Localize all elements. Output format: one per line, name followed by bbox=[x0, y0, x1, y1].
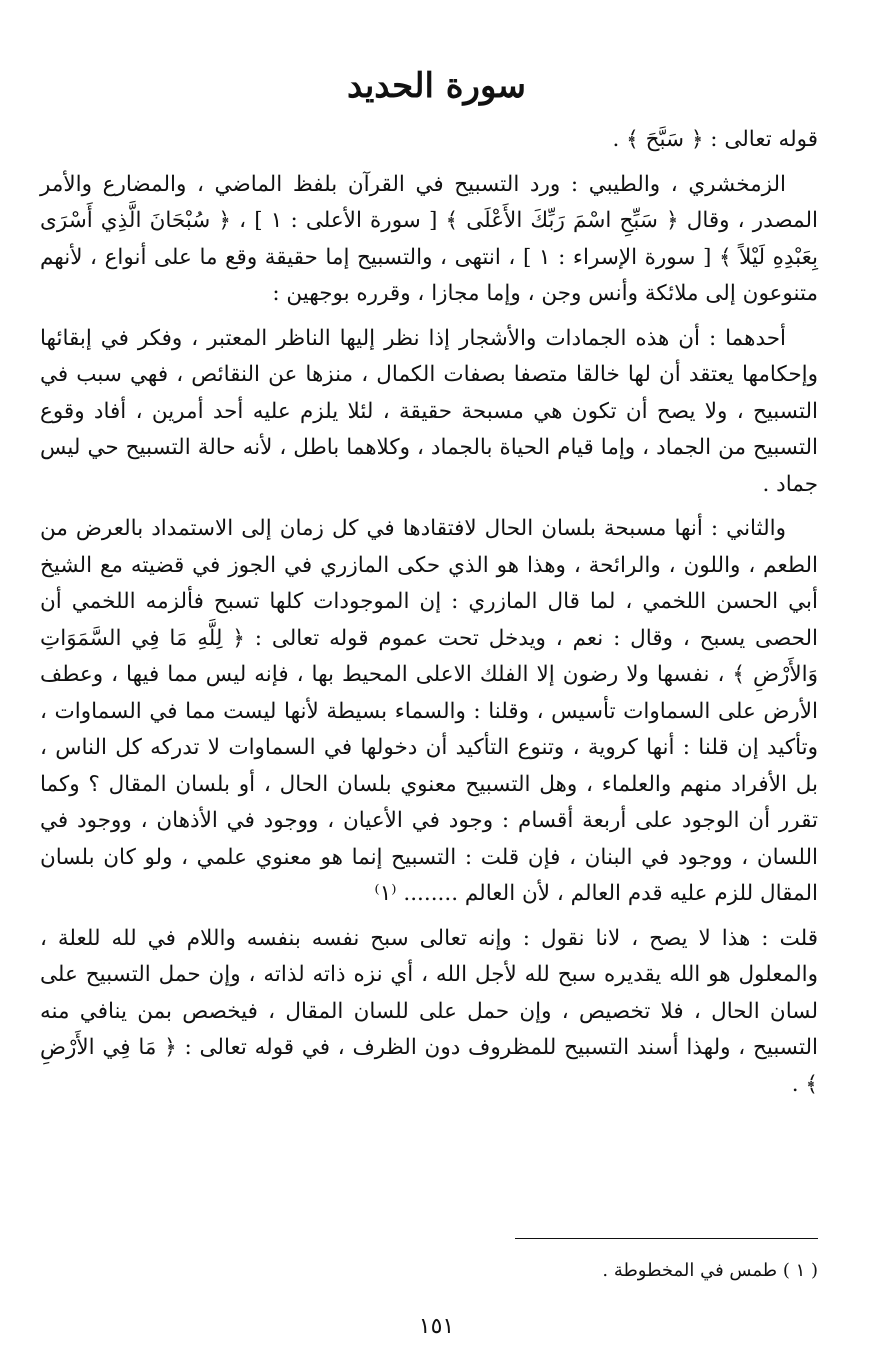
surah-title: سورة الحديد bbox=[346, 66, 527, 106]
footnote-divider bbox=[515, 1238, 818, 1239]
commentary-paragraph-first-aspect: أحدهما : أن هذه الجمادات والأشجار إذا نظر إليها الناظر المعتبر ، وفكر في إبقائها وإحكامها يعتقد أن لها خالقا متصفا بصفات الكمال ، منزها عن النقائص ، فهي سبب في التسبيح ، ولا يصح أن تكون هي مسبحة حقيقة ، لئلا يلزم عليه أحد أمرين ، أفاد وقوع التسبيح من الجماد ، وإما قيام الحياة بالجماد ، وكلاهما باطل ، لأنه حالة التسبيح حي ليس جماد . bbox=[40, 325, 818, 497]
footnote: ( ١ ) طمس في المخطوطة . bbox=[602, 1260, 818, 1281]
verse-quote-paragraph: قوله تعالى : ﴿ سَبَّحَ ﴾ . bbox=[612, 127, 818, 152]
commentary-paragraph-reply: قلت : هذا لا يصح ، لانا نقول : وإنه تعالى سبح نفسه بنفسه واللام في لله للعلة ، والمعلول هو الله يقديره سبح لله لأجل الله ، أي نزه ذاته لذاته ، وإن حمل التسبيح على لسان الحال ، فلا تخصيص ، وإن حمل على للسان المقال ، فيخصص بمن ينافي منه التسبيح ، ولهذا أسند التسبيح للمظروف دون الظرف ، في قوله تعالى : ﴿ مَا فِي الأَرْضِ ﴾ . bbox=[40, 925, 818, 1097]
page-number: ١٥١ bbox=[418, 1314, 455, 1339]
main-text bbox=[40, 122, 818, 1111]
commentary-paragraph-second-aspect: والثاني : أنها مسبحة بلسان الحال لافتقادها في كل زمان إلى الاستمداد بالعرض من الطعم ، واللون ، والرائحة ، وهذا هو الذي حكى المازري في الجوز في قضيته مع الشيخ أبي الحسن اللخمي ، لما قال المازري : إن الموجودات كلها تسبح فألزمه اللخمي أن الحصى يسبح ، وقال : نعم ، ويدخل تحت عموم قوله تعالى : ﴿ لِلَّهِ مَا فِي السَّمَوَاتِ وَالأَرْضِ ﴾ ، نفسها ولا رضون إلا الفلك الاعلى المحيط بها ، فإنه ليس مما فيها ، وعطف الأرض على السماوات تأسيس ، وقلنا : والسماء بسيطة لأنها ليست مما في السماوات ، وتأكيد إن قلنا : أنها كروية ، وتنوع التأكيد أن دخولها في السماوات لا تدركه كل الناس ، بل الأفراد منهم والعلماء ، وهل التسبيح معنوي بلسان الحال ، أو بلسان المقال ؟ وكما تقرر أن الوجود على أربعة أقسام : وجود في الأعيان ، ووجود في الأذهان ، ووجود في اللسان ، ووجود في البنان ، فإن قلت : التسبيح إنما هو معنوي علمي ، ولو كان بلسان المقال للزم عليه قدم العالم ، لأن العالم ........ ⁽١⁾ bbox=[40, 516, 818, 906]
commentary-paragraph-intro: الزمخشري ، والطيبي : ورد التسبيح في القرآن بلفظ الماضي ، والمضارع والأمر المصدر ، وقال ﴿ سَبِّحِ اسْمَ رَبِّكَ الأَعْلَى ﴾ [ سورة الأعلى : ١ ] ، ﴿ سُبْحَانَ الَّذِي أَسْرَى بِعَبْدِهِ لَيْلاً ﴾ [ سورة الإسراء : ١ ] ، انتهى ، والتسبيح إما حقيقة وقع ما على أنواع ، لأنهم متنوعون إلى ملائكة وأنس وجن ، وإما مجازا ، وقرره بوجهين : bbox=[40, 171, 818, 306]
